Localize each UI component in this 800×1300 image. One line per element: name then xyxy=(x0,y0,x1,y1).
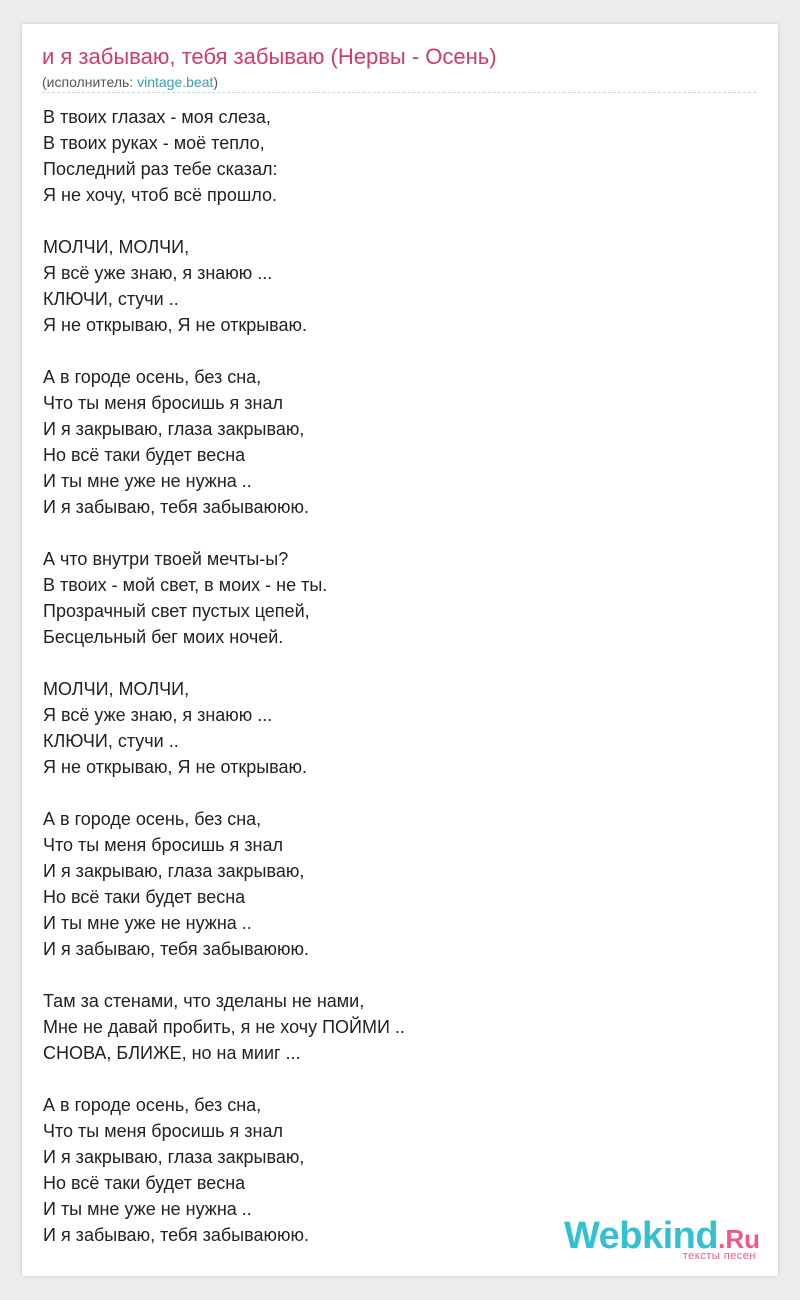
lyric-line: Я всё уже знаю, я знаюю ... xyxy=(43,705,273,725)
lyric-line: Прозрачный свет пустых цепей, xyxy=(43,601,310,621)
lyric-line: МОЛЧИ, МОЛЧИ, xyxy=(43,679,190,699)
lyric-line: Я всё уже знаю, я знаюю ... xyxy=(43,263,273,283)
stanza xyxy=(43,104,405,208)
stanza xyxy=(43,1092,405,1248)
lyric-line: И я закрываю, глаза закрываю, xyxy=(43,419,305,439)
lyric-line: И ты мне уже не нужна .. xyxy=(43,913,252,933)
logo-tagline: тексты песен xyxy=(682,1250,756,1262)
lyric-line: Что ты меня бросишь я знал xyxy=(43,835,283,855)
byline-suffix: ) xyxy=(213,74,219,90)
lyric-line: В твоих - мой свет, в моих - не ты. xyxy=(43,575,328,595)
artist-byline xyxy=(42,74,218,90)
site-logo[interactable] xyxy=(564,1217,760,1262)
lyric-line: МОЛЧИ, МОЛЧИ, xyxy=(43,237,190,257)
song-title: и я забываю, тебя забываю (Нервы - Осень) xyxy=(42,44,497,69)
stanza xyxy=(43,546,405,650)
lyric-line: Что ты меня бросишь я знал xyxy=(43,1121,283,1141)
lyric-line: Я не открываю, Я не открываю. xyxy=(43,757,308,777)
lyric-line: КЛЮЧИ, стучи .. xyxy=(43,289,179,309)
lyric-line: И я забываю, тебя забываююю. xyxy=(43,1225,309,1245)
lyric-line: КЛЮЧИ, стучи .. xyxy=(43,731,179,751)
lyric-line: Но всё таки будет весна xyxy=(43,445,246,465)
lyrics-text xyxy=(43,104,405,1274)
lyric-line: А в городе осень, без сна, xyxy=(43,367,262,387)
lyric-line: И я забываю, тебя забываююю. xyxy=(43,939,309,959)
lyric-line: А в городе осень, без сна, xyxy=(43,809,262,829)
stanza xyxy=(43,364,405,520)
lyric-line: Что ты меня бросишь я знал xyxy=(43,393,283,413)
artist-link[interactable]: vintage.beat xyxy=(137,74,214,90)
lyric-line: И я закрываю, глаза закрываю, xyxy=(43,861,305,881)
lyric-line: СНОВА, БЛИЖЕ, но на мииг ... xyxy=(43,1043,301,1063)
lyric-line: Там за стенами, что зделаны не нами, xyxy=(43,991,365,1011)
lyric-line: Но всё таки будет весна xyxy=(43,1173,246,1193)
stanza xyxy=(43,234,405,338)
lyric-line: В твоих глазах - моя слеза, xyxy=(43,107,271,127)
lyric-line: И ты мне уже не нужна .. xyxy=(43,471,252,491)
lyric-line: Я не открываю, Я не открываю. xyxy=(43,315,308,335)
lyric-line: А в городе осень, без сна, xyxy=(43,1095,262,1115)
stanza xyxy=(43,676,405,780)
lyric-line: Бесцельный бег моих ночей. xyxy=(43,627,284,647)
lyric-line: Мне не давай пробить, я не хочу ПОЙМИ .. xyxy=(43,1017,405,1037)
logo-tld: .Ru xyxy=(718,1224,760,1254)
byline-prefix: (исполнитель: xyxy=(42,74,138,90)
lyric-line: В твоих руках - моё тепло, xyxy=(43,133,265,153)
lyrics-card xyxy=(22,24,778,1276)
lyric-line: А что внутри твоей мечты-ы? xyxy=(43,549,289,569)
stanza xyxy=(43,806,405,962)
lyric-line: Последний раз тебе сказал: xyxy=(43,159,278,179)
lyric-line: Но всё таки будет весна xyxy=(43,887,246,907)
lyric-line: И ты мне уже не нужна .. xyxy=(43,1199,252,1219)
lyric-line: Я не хочу, чтоб всё прошло. xyxy=(43,185,277,205)
logo-wordmark: Webkind xyxy=(563,1215,719,1257)
lyric-line: И я закрываю, глаза закрываю, xyxy=(43,1147,305,1167)
lyric-line: И я забываю, тебя забываююю. xyxy=(43,497,309,517)
stanza xyxy=(43,988,405,1066)
title-divider xyxy=(42,92,756,93)
